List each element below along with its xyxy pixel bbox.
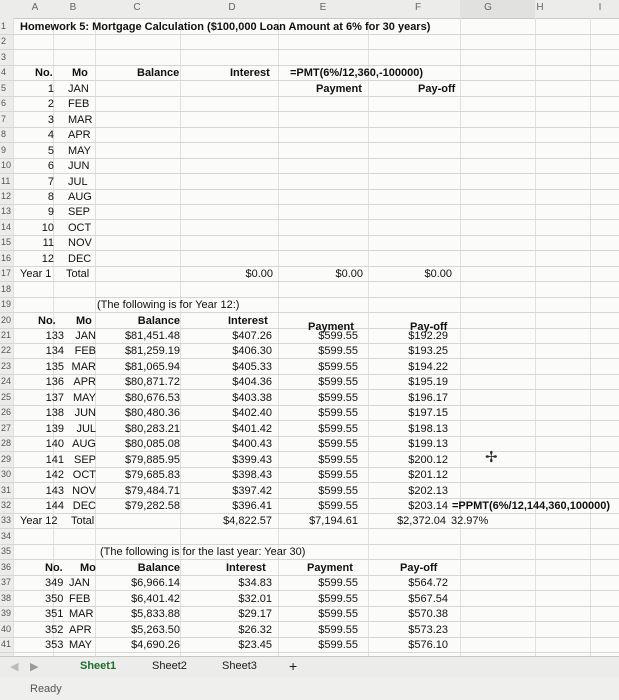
row-gridline	[0, 575, 619, 576]
year12-total-label[interactable]: Total	[71, 515, 95, 528]
year12-month[interactable]: OCT	[72, 469, 96, 482]
row-gridline	[0, 405, 619, 406]
year1-month[interactable]: SEP	[68, 206, 91, 219]
row-header-36[interactable]: 36	[1, 561, 12, 572]
row-gridline	[0, 606, 619, 607]
row-header-8[interactable]: 8	[1, 129, 7, 140]
year1-no[interactable]: 10	[41, 221, 54, 234]
year12-balance[interactable]: $80,676.53	[124, 391, 180, 404]
year12-no[interactable]: 142	[45, 469, 64, 482]
row-header-25[interactable]: 25	[1, 391, 12, 402]
row-gridline	[0, 297, 619, 298]
year12-no[interactable]: 135	[45, 360, 64, 373]
year12-balance[interactable]: $79,282.58	[124, 499, 180, 512]
row-gridline	[0, 80, 619, 81]
row-header-26[interactable]: 26	[1, 407, 12, 418]
column-gridline	[460, 18, 461, 656]
year1-month[interactable]: JAN	[68, 82, 89, 95]
year30-payment[interactable]: $599.55	[318, 608, 358, 621]
year12-no[interactable]: 139	[45, 422, 64, 435]
sheet-title[interactable]: Homework 5: Mortgage Calculation ($100,000 Loan Amount at 6% for 30 years)	[20, 21, 431, 33]
year1-month[interactable]: JUL	[68, 175, 88, 188]
year12-no[interactable]: 143	[45, 484, 64, 497]
year30-month[interactable]: MAY	[69, 639, 93, 651]
year30-balance[interactable]: $6,401.42	[131, 592, 180, 605]
year30-payment[interactable]: $599.55	[318, 592, 358, 605]
year12-payment[interactable]: $599.55	[318, 484, 358, 497]
year30-payoff[interactable]: $567.54	[408, 592, 448, 605]
row-gridline	[0, 189, 619, 190]
year12-payoff[interactable]: $195.19	[408, 376, 448, 389]
year12-balance[interactable]: $79,685.83	[124, 469, 180, 482]
year12-no[interactable]: 133	[45, 330, 64, 342]
year12-payoff[interactable]: $198.13	[408, 422, 448, 435]
row-header-6[interactable]: 6	[1, 98, 7, 109]
year12-interest[interactable]: $401.42	[232, 422, 272, 435]
year12-interest[interactable]: $397.42	[232, 484, 272, 497]
year12-month[interactable]: MAR	[71, 360, 96, 373]
year12-payoff[interactable]: $192.29	[408, 330, 448, 342]
tab-sheet2[interactable]: Sheet2	[152, 660, 187, 672]
year1-no[interactable]: 5	[47, 144, 54, 157]
column-gridline	[535, 18, 536, 656]
year30-no[interactable]: 352	[45, 623, 64, 636]
year12-total-interest[interactable]: $4,822.57	[223, 515, 272, 528]
ppmt-formula-label[interactable]: =PPMT(6%/12,144,360,100000)	[452, 499, 611, 512]
year12-payment[interactable]: $599.55	[318, 469, 358, 482]
row-gridline	[0, 528, 619, 529]
column-header-e[interactable]: E	[319, 2, 327, 13]
row-header-39[interactable]: 39	[1, 608, 12, 619]
row-gridline	[0, 127, 619, 128]
row-header-27[interactable]: 27	[1, 422, 12, 433]
year12-month[interactable]: JUL	[76, 422, 96, 435]
year1-total-label[interactable]: Total	[66, 268, 90, 281]
year12-label[interactable]: Year 12	[20, 515, 58, 528]
row-gridline	[0, 436, 619, 437]
year12-month[interactable]: FEB	[74, 345, 96, 358]
row-gridline	[0, 343, 619, 344]
column-header-bar	[0, 0, 619, 19]
year12-payment[interactable]: $599.55	[318, 360, 358, 373]
row-gridline	[0, 312, 619, 313]
year12-payment[interactable]: $599.55	[318, 391, 358, 404]
column-header-b[interactable]: B	[69, 2, 77, 13]
row-gridline	[0, 498, 619, 499]
year12-note[interactable]: (The following is for Year 12:)	[97, 299, 240, 312]
row-header-30[interactable]: 30	[1, 469, 12, 480]
row-header-40[interactable]: 40	[1, 623, 12, 634]
row-header-21[interactable]: 21	[1, 330, 12, 340]
year1-month[interactable]: AUG	[68, 190, 92, 203]
row-header-1[interactable]: 1	[1, 21, 7, 31]
year1-month[interactable]: OCT	[68, 221, 92, 234]
year30-interest[interactable]: $34.83	[238, 577, 272, 590]
tab-sheet3[interactable]: Sheet3	[222, 660, 257, 672]
header2-mo[interactable]: Mo	[76, 314, 92, 327]
header-payment[interactable]: Payment	[316, 82, 362, 95]
header-interest[interactable]: Interest	[230, 67, 270, 80]
year1-no[interactable]: 2	[47, 98, 54, 111]
year30-note[interactable]: (The following is for the last year: Year 30)	[100, 546, 306, 559]
row-gridline	[0, 482, 619, 483]
year1-no[interactable]: 4	[47, 129, 54, 142]
row-header-41[interactable]: 41	[1, 639, 12, 649]
row-header-38[interactable]: 38	[1, 592, 12, 603]
row-gridline	[0, 96, 619, 97]
row-header-11[interactable]: 11	[1, 175, 11, 186]
year12-interest[interactable]: $405.33	[232, 360, 272, 373]
year12-total-percent[interactable]: 32.97%	[451, 515, 489, 528]
year12-payoff[interactable]: $202.13	[408, 484, 448, 497]
row-header-9[interactable]: 9	[1, 144, 7, 155]
year12-balance[interactable]: $79,484.71	[124, 484, 180, 497]
row-gridline	[0, 65, 619, 66]
row-header-20[interactable]: 20	[1, 314, 12, 325]
year12-month[interactable]: JAN	[75, 330, 96, 342]
year30-payoff[interactable]: $576.10	[408, 639, 448, 651]
row-header-bar	[0, 18, 14, 656]
row-gridline	[0, 544, 619, 545]
column-gridline	[278, 18, 279, 656]
column-header-d[interactable]: D	[228, 2, 236, 13]
year30-no[interactable]: 351	[45, 608, 64, 621]
year30-payoff[interactable]: $564.72	[408, 577, 448, 590]
year12-no[interactable]: 144	[45, 499, 64, 512]
year12-interest[interactable]: $399.43	[232, 453, 272, 466]
header3-mo[interactable]: Mo	[80, 561, 96, 574]
year12-payoff[interactable]: $193.25	[408, 345, 448, 358]
year12-interest[interactable]: $404.36	[232, 376, 272, 389]
year30-interest[interactable]: $23.45	[238, 639, 272, 651]
row-gridline	[0, 559, 619, 560]
add-sheet-button[interactable]: +	[289, 658, 298, 674]
year12-payment[interactable]: $599.55	[318, 407, 358, 420]
year30-payoff[interactable]: $570.38	[408, 608, 448, 621]
year30-month[interactable]: MAR	[69, 608, 94, 621]
year1-no[interactable]: 3	[47, 113, 54, 126]
row-header-33[interactable]: 33	[1, 515, 12, 526]
row-header-29[interactable]: 29	[1, 453, 12, 464]
year12-interest[interactable]: $403.38	[232, 391, 272, 404]
year12-month[interactable]: MAY	[72, 391, 96, 404]
year12-balance[interactable]: $79,885.95	[124, 453, 180, 466]
header2-balance[interactable]: Balance	[137, 314, 180, 327]
year1-month[interactable]: FEB	[68, 98, 90, 111]
row-gridline	[0, 34, 619, 35]
year30-payoff[interactable]: $573.23	[408, 623, 448, 636]
year30-balance[interactable]: $6,966.14	[131, 577, 180, 590]
row-header-7[interactable]: 7	[1, 113, 7, 124]
year30-payment[interactable]: $599.55	[318, 623, 358, 636]
year12-payment[interactable]: $599.55	[318, 438, 358, 451]
year1-no[interactable]: 11	[42, 237, 54, 250]
header-balance[interactable]: Balance	[137, 67, 180, 80]
header3-balance[interactable]: Balance	[137, 561, 180, 574]
row-gridline	[0, 49, 619, 50]
next-sheet-icon[interactable]: ▶	[30, 661, 39, 673]
year12-total-payment[interactable]: $7,194.61	[309, 515, 358, 528]
row-header-24[interactable]: 24	[1, 376, 12, 387]
column-header-h[interactable]: H	[536, 2, 544, 13]
year30-month[interactable]: JAN	[69, 577, 90, 590]
year12-no[interactable]: 138	[45, 407, 64, 420]
year12-no[interactable]: 136	[45, 376, 64, 389]
row-gridline	[0, 358, 619, 359]
year12-payoff[interactable]: $196.17	[408, 391, 448, 404]
year12-month[interactable]: NOV	[72, 484, 96, 497]
row-gridline	[0, 250, 619, 251]
row-gridline	[0, 158, 619, 159]
row-header-12[interactable]: 12	[1, 190, 12, 201]
year12-no[interactable]: 141	[45, 453, 64, 466]
year30-payment[interactable]: $599.55	[318, 577, 358, 590]
year12-no[interactable]: 140	[45, 438, 64, 451]
year12-payoff[interactable]: $201.12	[408, 469, 448, 482]
row-header-28[interactable]: 28	[1, 438, 12, 449]
row-gridline	[0, 374, 619, 375]
year1-no[interactable]: 1	[47, 82, 54, 95]
year12-month[interactable]: SEP	[73, 453, 96, 466]
row-header-17[interactable]: 17	[1, 268, 12, 279]
cell-cursor-icon: ✢	[485, 449, 498, 466]
row-header-32[interactable]: 32	[1, 499, 12, 510]
row-header-14[interactable]: 14	[1, 221, 12, 232]
row-header-19[interactable]: 19	[1, 299, 12, 310]
year12-balance[interactable]: $81,065.94	[124, 360, 180, 373]
year1-no[interactable]: 7	[47, 175, 54, 188]
year12-payment[interactable]: $599.55	[318, 453, 358, 466]
year12-no[interactable]: 134	[45, 345, 64, 358]
year30-balance[interactable]: $4,690.26	[131, 639, 180, 651]
row-gridline	[0, 637, 619, 638]
year12-interest[interactable]: $406.30	[232, 345, 272, 358]
row-gridline	[0, 266, 619, 267]
year12-balance[interactable]: $80,871.72	[124, 376, 180, 389]
status-text: Ready	[30, 683, 62, 695]
row-gridline	[0, 513, 619, 514]
row-gridline	[0, 451, 619, 452]
status-bar	[0, 678, 619, 700]
year1-month[interactable]: APR	[68, 129, 91, 142]
year12-month[interactable]: APR	[73, 376, 96, 389]
column-header-f[interactable]: F	[414, 2, 422, 13]
tab-sheet1[interactable]: Sheet1	[80, 660, 117, 672]
row-gridline	[0, 590, 619, 591]
row-gridline	[0, 467, 619, 468]
column-header-g[interactable]: G	[484, 2, 492, 13]
row-header-3[interactable]: 3	[1, 51, 7, 62]
year1-no[interactable]: 8	[47, 190, 54, 203]
year12-payoff[interactable]: $200.12	[408, 453, 448, 466]
year1-no[interactable]: 6	[47, 160, 54, 173]
row-gridline	[0, 389, 619, 390]
year30-no[interactable]: 353	[45, 639, 64, 651]
row-header-34[interactable]: 34	[1, 530, 12, 541]
column-gridline	[13, 18, 14, 656]
prev-sheet-icon[interactable]: ◀	[10, 661, 19, 673]
year12-month[interactable]: DEC	[72, 499, 96, 512]
payment-formula-label[interactable]: =PMT(6%/12,360,-100000)	[290, 67, 423, 80]
row-header-22[interactable]: 22	[1, 345, 12, 356]
year12-balance[interactable]: $80,085.08	[124, 438, 180, 451]
year30-no[interactable]: 349	[45, 577, 64, 590]
row-gridline	[0, 173, 619, 174]
column-header-c[interactable]: C	[133, 2, 141, 13]
header2-no[interactable]: No.	[38, 314, 56, 327]
year12-payment[interactable]: $599.55	[318, 345, 358, 358]
year12-interest[interactable]: $400.43	[232, 438, 272, 451]
year1-month[interactable]: DEC	[68, 252, 92, 265]
year1-no[interactable]: 9	[47, 206, 54, 219]
row-header-16[interactable]: 16	[1, 252, 12, 263]
row-gridline	[0, 621, 619, 622]
year12-interest[interactable]: $396.41	[232, 499, 272, 512]
row-header-10[interactable]: 10	[1, 160, 12, 171]
year30-interest[interactable]: $26.32	[238, 623, 272, 636]
year30-balance[interactable]: $5,833.88	[131, 608, 180, 621]
row-gridline	[0, 219, 619, 220]
year30-payment[interactable]: $599.55	[318, 639, 358, 651]
year12-month[interactable]: AUG	[72, 438, 96, 451]
row-gridline	[0, 204, 619, 205]
header3-no[interactable]: No.	[45, 561, 63, 574]
header3-payment[interactable]: Payment	[307, 561, 353, 574]
row-header-18[interactable]: 18	[1, 283, 12, 294]
header2-payment[interactable]: Payment	[308, 320, 354, 333]
year1-no[interactable]: 12	[41, 252, 54, 265]
row-header-35[interactable]: 35	[1, 546, 12, 557]
year30-balance[interactable]: $5,263.50	[131, 623, 180, 636]
year12-interest[interactable]: $407.26	[232, 330, 272, 342]
year12-payment[interactable]: $599.55	[318, 330, 358, 342]
column-gridline	[590, 18, 591, 656]
row-header-2[interactable]: 2	[1, 36, 7, 47]
year1-total-payment[interactable]: $0.00	[335, 268, 363, 281]
year12-balance[interactable]: $81,451.48	[124, 330, 180, 342]
year12-total-payoff[interactable]: $2,372.04	[397, 515, 446, 528]
sheet-tab-bar	[0, 656, 619, 679]
year30-month[interactable]: FEB	[69, 592, 91, 605]
year30-interest[interactable]: $32.01	[238, 592, 272, 605]
column-header-a[interactable]: A	[31, 2, 39, 13]
year12-payment[interactable]: $599.55	[318, 499, 358, 512]
year12-payoff[interactable]: $194.22	[408, 360, 448, 373]
column-gridline	[368, 18, 369, 656]
year1-month[interactable]: MAR	[68, 113, 93, 126]
header2-payoff[interactable]: Pay-off	[410, 320, 448, 333]
row-gridline	[0, 235, 619, 236]
row-gridline	[0, 281, 619, 282]
year12-interest[interactable]: $402.40	[232, 407, 272, 420]
header-mo[interactable]: Mo	[72, 67, 88, 80]
year12-payoff[interactable]: $197.15	[408, 407, 448, 420]
year1-month[interactable]: JUN	[68, 160, 90, 173]
row-header-31[interactable]: 31	[1, 484, 12, 495]
row-header-13[interactable]: 13	[1, 206, 12, 217]
year12-payment[interactable]: $599.55	[318, 376, 358, 389]
year12-no[interactable]: 137	[45, 391, 64, 404]
year12-balance[interactable]: $80,283.21	[124, 422, 180, 435]
year30-month[interactable]: APR	[69, 623, 92, 636]
year1-month[interactable]: MAY	[68, 144, 92, 157]
year12-month[interactable]: JUN	[74, 407, 96, 420]
row-header-5[interactable]: 5	[1, 82, 7, 93]
year1-total-payoff[interactable]: $0.00	[424, 268, 452, 281]
year12-interest[interactable]: $398.43	[232, 469, 272, 482]
year30-interest[interactable]: $29.17	[238, 608, 272, 621]
year12-balance[interactable]: $80,480.36	[124, 407, 180, 420]
year12-payoff[interactable]: $203.14	[408, 499, 448, 512]
row-gridline	[0, 652, 619, 653]
row-header-37[interactable]: 37	[1, 577, 12, 588]
row-gridline	[0, 420, 619, 421]
row-header-15[interactable]: 15	[1, 237, 12, 248]
year12-payoff[interactable]: $199.13	[408, 438, 448, 451]
header-no[interactable]: No.	[35, 67, 53, 80]
header-payoff[interactable]: Pay-off	[418, 82, 456, 95]
row-gridline	[0, 111, 619, 112]
column-header-i[interactable]: I	[598, 2, 602, 13]
year12-balance[interactable]: $81,259.19	[124, 345, 180, 358]
year30-no[interactable]: 350	[45, 592, 64, 605]
year12-payment[interactable]: $599.55	[318, 422, 358, 435]
row-header-23[interactable]: 23	[1, 360, 12, 371]
header2-interest[interactable]: Interest	[228, 314, 268, 327]
year1-total-interest[interactable]: $0.00	[245, 268, 273, 281]
column-gridline	[180, 18, 181, 656]
header3-interest[interactable]: Interest	[226, 561, 266, 574]
row-gridline	[0, 142, 619, 143]
header3-payoff[interactable]: Pay-off	[400, 561, 438, 574]
year1-month[interactable]: NOV	[68, 237, 92, 250]
year1-label[interactable]: Year 1	[20, 268, 52, 281]
row-header-4[interactable]: 4	[1, 67, 7, 78]
